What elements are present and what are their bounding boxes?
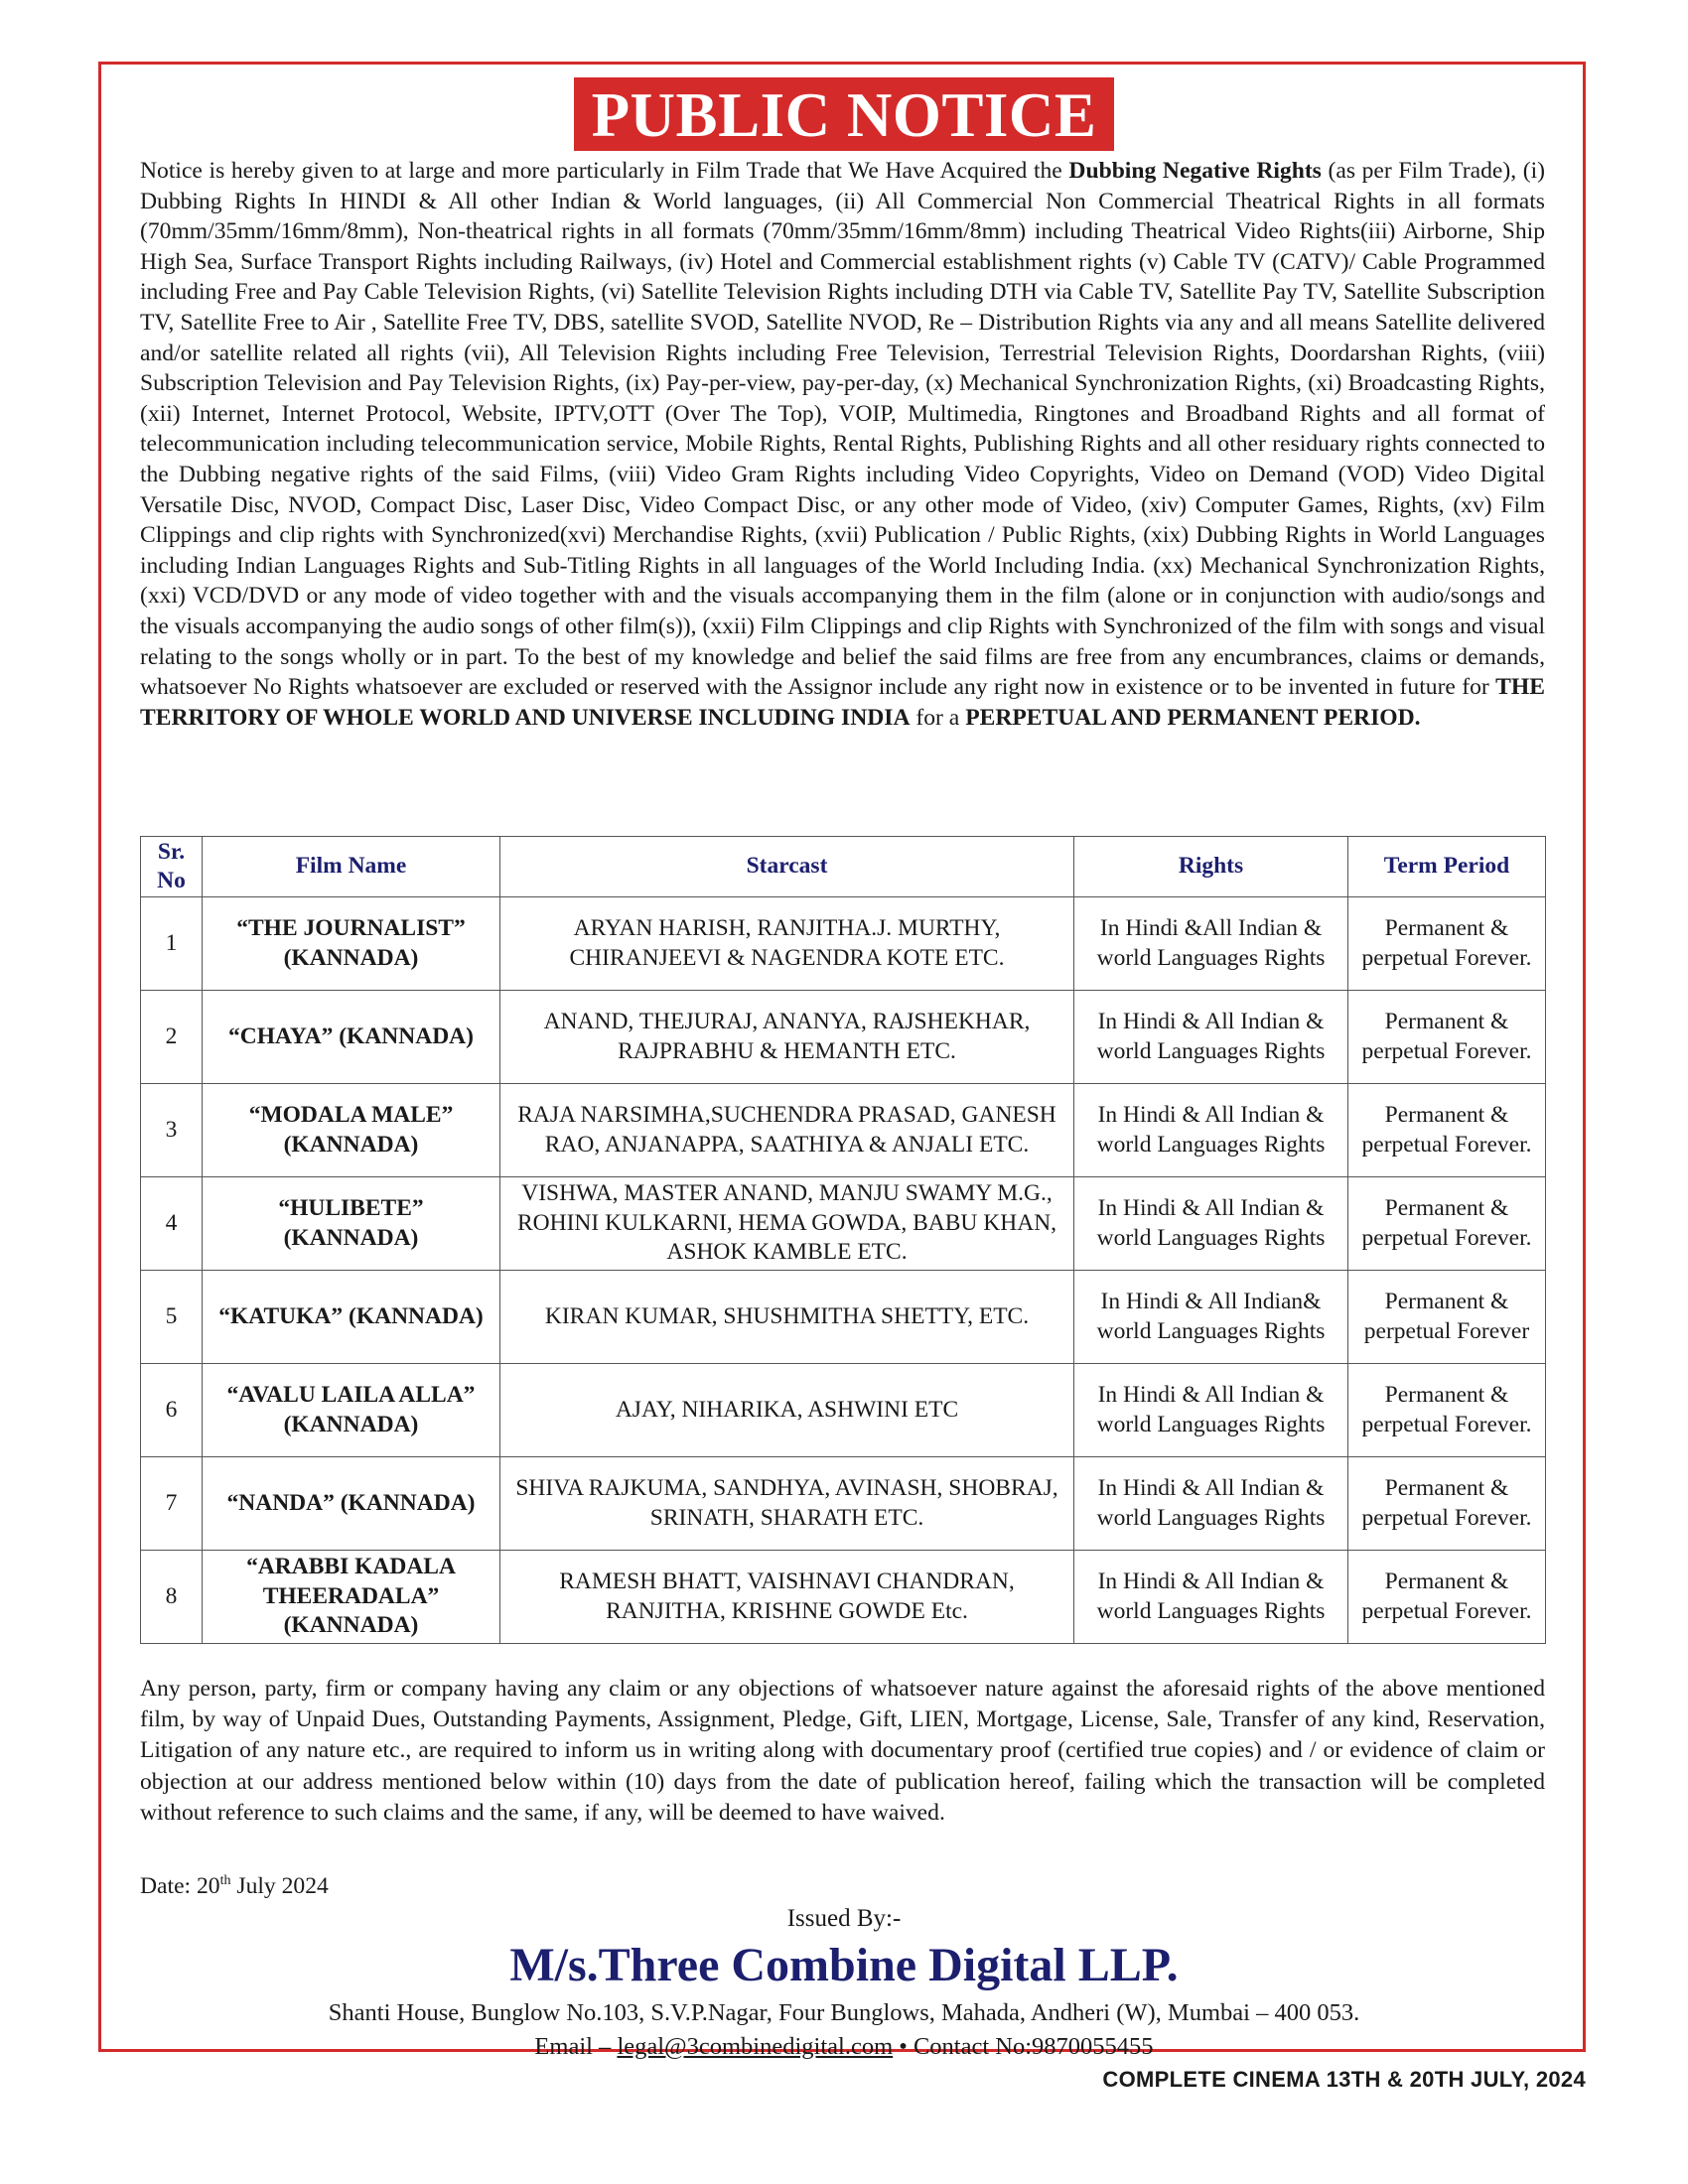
table-row (141, 1457, 1546, 1551)
date-label: Date: 20 (140, 1872, 220, 1899)
cell-sr: 7 (141, 1457, 203, 1551)
issued-by: Issued By:- (786, 1905, 902, 1932)
cell-starcast: RAMESH BHATT, VAISHNAVI CHANDRAN, RANJITHA, KRISHNE GOWDE Etc. (500, 1551, 1074, 1644)
cell-sr: 8 (141, 1551, 203, 1644)
company-address: Shanti House, Bunglow No.103, S.V.P.Nagar, Four Bunglows, Mahada, Andheri (W), Mumbai – 400 053. (328, 1999, 1360, 2026)
cell-term: Permanent & perpetual Forever. (1348, 1551, 1546, 1644)
cell-sr: 6 (141, 1364, 203, 1457)
intro-paragraph (140, 156, 1545, 733)
cell-starcast: VISHWA, MASTER ANAND, MANJU SWAMY M.G., ROHINI KULKARNI, HEMA GOWDA, BABU KHAN, ASHOK KAMBLE ETC. (500, 1177, 1074, 1271)
cell-term: Permanent & perpetual Forever. (1348, 991, 1546, 1084)
cell-sr: 4 (141, 1177, 203, 1271)
cell-film-name: “MODALA MALE” (KANNADA) (203, 1084, 500, 1177)
cell-starcast: AJAY, NIHARIKA, ASHWINI ETC (500, 1364, 1074, 1457)
intro-text-2: (as per Film Trade), (i) Dubbing Rights In HINDI & All other Indian & World languages, (ii) All Commercial Non Commercial Theatrical Rights in all formats (70mm/35mm/16mm/8mm), Non-theatrical rights in all formats (70mm/35mm/16mm/8mm) including Theatrical Video Rights(iii) Airborne, Ship High Sea, Surface Transport Rights including Railways, (iv) Hotel and Commercial establishment rights (v) Cable TV (CATV)/ Cable Programmed including Free and Pay Cable Television Rights, (vi) Satellite Television Rights including DTH via Cable TV, Satellite Pay TV, Satellite Subscription TV, Satellite Free to Air , Satellite Free TV, DBS, satellite SVOD, Satellite NVOD, Re – Distribution Rights via any and all means Satellite delivered and/or satellite related all rights (vii), All Television Rights including Free Television, Terrestrial Television Rights, Doordarshan Rights, (viii) Subscription Television and Pay Television Rights, (ix) Pay-per-view, pay-per-day, (x) Mechanical Synchronization Rights, (xi) Broadcasting Rights, (xii) Internet, Internet Protocol, Website, IPTV,OTT (Over The Top), VOIP, Multimedia, Ringtones and Broadband Rights and all format of telecommunication including telecommunication service, Mobile Rights, Rental Rights, Publishing Rights and all other residuary rights connected to the Dubbing negative rights of the said Films, (viii) Video Gram Rights including Video Copyrights, Video on Demand (VOD) Video Digital Versatile Disc, NVOD, Compact Disc, Laser Disc, Video Compact Disc, or any other mode of Video, (xiv) Computer Games, Rights, (xv) Film Clippings and clip rights with Synchronized(xvi) Merchandise Rights, (xvii) Publication / Public Rights, (xix) Dubbing Rights in World Languages including Indian Languages Rights and Sub-Titling Rights in all languages of the World Including India. (xx) Mechanical Synchronization Rights, (xxi) VCD/DVD or any mode of video together with and the visuals accompanying them in the film (alone or in conjunction with audio/songs and the visuals accompanying the audio songs of other film(s)), (xxii) Film Clippings and clip Rights with Synchronized of the film with songs and visual relating to the songs wholly or in part. To the best of my knowledge and belief the said films are free from any encumbrances, claims or demands, whatsoever No Rights whatsoever are excluded or reserved with the Assignor include any right now in existence or to be invented in future for (140, 158, 1545, 701)
cell-sr: 1 (141, 897, 203, 991)
cell-term: Permanent & perpetual Forever. (1348, 1457, 1546, 1551)
intro-bold-1: Dubbing Negative Rights (1068, 158, 1322, 184)
email-link[interactable]: legal@3combinedigital.com (617, 2033, 894, 2060)
cell-term: Permanent & perpetual Forever. (1348, 1084, 1546, 1177)
cell-rights: In Hindi & All Indian & world Languages Rights (1074, 1084, 1348, 1177)
intro-text-3: for a (910, 704, 966, 731)
cell-rights: In Hindi & All Indian & world Languages Rights (1074, 1177, 1348, 1271)
header-film-name: Film Name (203, 837, 500, 897)
cell-rights: In Hindi & All Indian & world Languages Rights (1074, 1457, 1348, 1551)
cell-starcast: RAJA NARSIMHA,SUCHENDRA PRASAD, GANESH RAO, ANJANAPPA, SAATHIYA & ANJALI ETC. (500, 1084, 1074, 1177)
header-rights: Rights (1074, 837, 1348, 897)
contact-separator: • (893, 2033, 914, 2060)
cell-term: Permanent & perpetual Forever. (1348, 1364, 1546, 1457)
cell-rights: In Hindi & All Indian& world Languages Rights (1074, 1271, 1348, 1364)
cell-film-name: “KATUKA” (KANNADA) (203, 1271, 500, 1364)
films-table (140, 836, 1546, 1644)
cell-film-name: “THE JOURNALIST” (KANNADA) (203, 897, 500, 991)
cell-rights: In Hindi & All Indian & world Languages Rights (1074, 1551, 1348, 1644)
cell-sr: 5 (141, 1271, 203, 1364)
cell-film-name: “CHAYA” (KANNADA) (203, 991, 500, 1084)
cell-starcast: KIRAN KUMAR, SHUSHMITHA SHETTY, ETC. (500, 1271, 1074, 1364)
table-row (141, 1084, 1546, 1177)
header-starcast: Starcast (500, 837, 1074, 897)
date-ordinal: th (219, 1873, 231, 1888)
table-row (141, 897, 1546, 991)
title-wrap (0, 77, 1688, 151)
cell-starcast: ANAND, THEJURAJ, ANANYA, RAJSHEKHAR, RAJPRABHU & HEMANTH ETC. (500, 991, 1074, 1084)
cell-term: Permanent & perpetual Forever (1348, 1271, 1546, 1364)
table-row (141, 991, 1546, 1084)
cell-starcast: SHIVA RAJKUMA, SANDHYA, AVINASH, SHOBRAJ, SRINATH, SHARATH ETC. (500, 1457, 1074, 1551)
cell-rights: In Hindi &All Indian & world Languages Rights (1074, 897, 1348, 991)
cell-rights: In Hindi & All Indian & world Languages Rights (1074, 991, 1348, 1084)
date-rest: July 2024 (230, 1872, 329, 1899)
notice-date (140, 1866, 329, 1901)
table-row (141, 1551, 1546, 1644)
company-name: M/s.Three Combine Digital LLP. (509, 1939, 1179, 1991)
intro-bold-2: THE TERRITORY OF WHOLE WORLD AND UNIVERSE INCLUDING INDIA (140, 674, 1545, 731)
cell-film-name: “HULIBETE” (KANNADA) (203, 1177, 500, 1271)
header-sr-no: Sr. No (141, 837, 203, 897)
intro-bold-3: PERPETUAL AND PERMANENT PERIOD. (965, 704, 1421, 731)
closing-paragraph: Any person, party, firm or company having any claim or any objections of whatsoever nature against the aforesaid rights of the above mentioned film, by way of Unpaid Dues, Outstanding Payments, Assignment, Pledge, Gift, LIEN, Mortgage, License, Sale, Transfer of any kind, Reservation, Litigation of any nature etc., are required to inform us in writing along with documentary proof (certified true copies) and / or evidence of claim or objection at our address mentioned below within (10) days from the date of publication hereof, failing which the transaction will be completed without reference to such claims and the same, if any, will be deemed to have waived. (140, 1676, 1545, 1826)
table-header-row (141, 837, 1546, 897)
email-label: Email – (534, 2033, 618, 2060)
table-row (141, 1364, 1546, 1457)
table-row (141, 1177, 1546, 1271)
cell-term: Permanent & perpetual Forever. (1348, 1177, 1546, 1271)
table-row (141, 1271, 1546, 1364)
header-term-period: Term Period (1348, 837, 1546, 897)
cell-starcast: ARYAN HARISH, RANJITHA.J. MURTHY, CHIRANJEEVI & NAGENDRA KOTE ETC. (500, 897, 1074, 991)
cell-film-name: “ARABBI KADALA THEERADALA” (KANNADA) (203, 1551, 500, 1644)
contact-phone: Contact No:9870055455 (913, 2033, 1154, 2060)
cell-term: Permanent & perpetual Forever. (1348, 897, 1546, 991)
cell-sr: 2 (141, 991, 203, 1084)
publication-footer: COMPLETE CINEMA 13TH & 20TH JULY, 2024 (1102, 2067, 1586, 2092)
notice-title: PUBLIC NOTICE (574, 77, 1115, 151)
cell-film-name: “NANDA” (KANNADA) (203, 1457, 500, 1551)
contact-line (0, 2031, 1688, 2063)
cell-film-name: “AVALU LAILA ALLA” (KANNADA) (203, 1364, 500, 1457)
intro-text-1: Notice is hereby given to at large and more particularly in Film Trade that We Have Acquired the (140, 158, 1069, 184)
cell-sr: 3 (141, 1084, 203, 1177)
cell-rights: In Hindi & All Indian & world Languages Rights (1074, 1364, 1348, 1457)
